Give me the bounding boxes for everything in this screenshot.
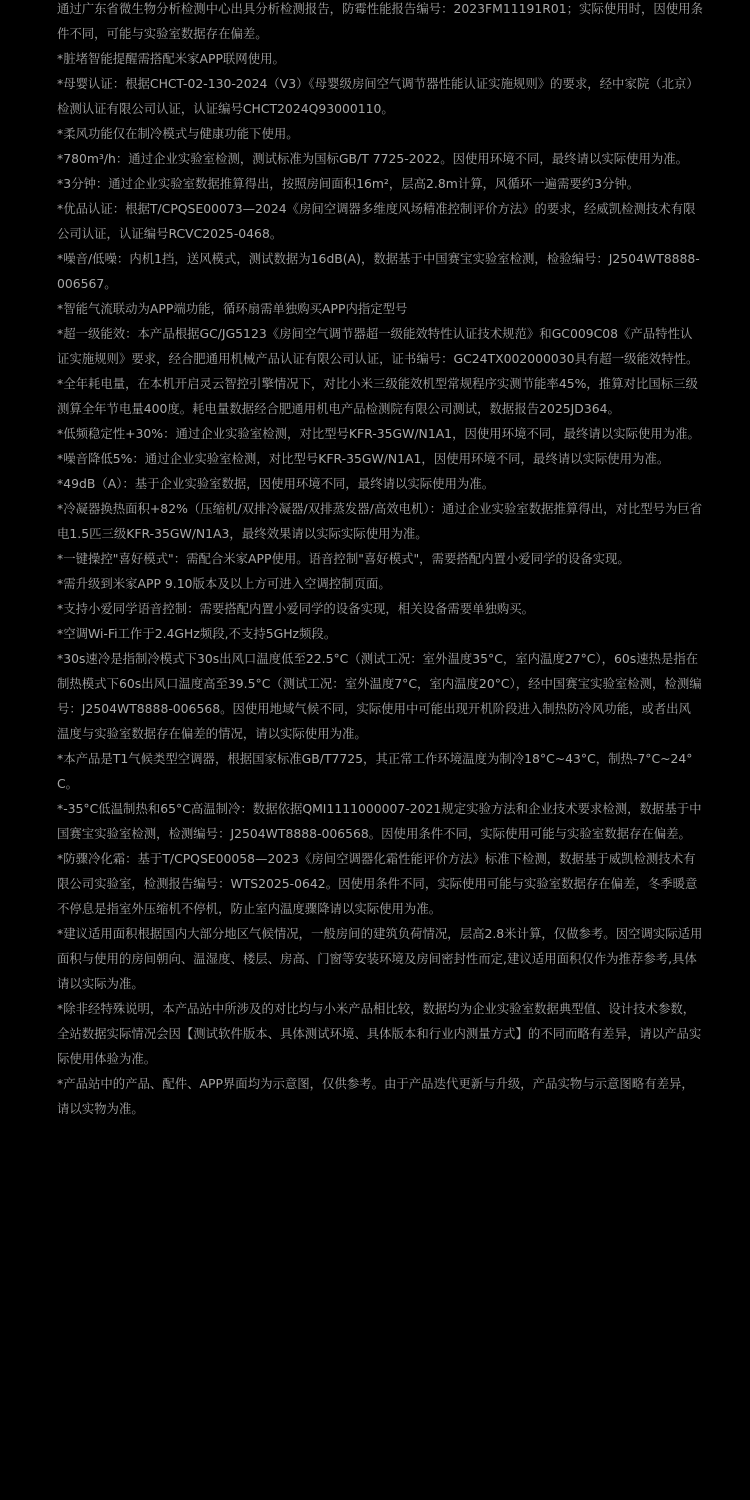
note-illustration-disclaimer: *产品站中的产品、配件、APP界面均为示意图，仅供参考。由于产品迭代更新与升级，产品实物与示意图略有差异，请以实物为准。	[57, 1076, 694, 1116]
note-extreme-temperature: *-35°C低温制热和65°C高温制冷：数据依据QMI1111000007-2021规定实验方法和企业技术要求检测，数据基于中国赛宝实验室检测，检测编号：J2504WT8888-006568。因使用条件不同，实际使用可能与实验室数据存在偏差。	[57, 801, 702, 841]
note-smart-airflow-linkage: *智能气流联动为APP端功能，循环扇需单独购买APP内指定型号	[57, 301, 408, 316]
note-condenser-area: *冷凝器换热面积+82%（压缩机/双排冷凝器/双排蒸发器/高效电机）：通过企业实验室数据推算得出，对比型号为巨省电1.5匹三级KFR-35GW/N1A3，最终效果请以实际实际使用为准。	[57, 501, 703, 541]
note-super-energy-efficiency: *超一级能效：本产品根据GC/JG5123《房间空气调节器超一级能效特性认证技术规范》和GC009C08《产品特性认证实施规则》要求，经合肥通用机械产品认证有限公司认证，证书编号：GC24TX002000030具有超一级能效特性。	[57, 326, 699, 366]
note-low-frequency-stability: *低频稳定性+30%：通过企业实验室检测，对比型号KFR-35GW/N1A1，因使用环境不同，最终请以实际使用为准。	[57, 426, 700, 441]
note-recommended-area: *建议适用面积根据国内大部分地区气候情况，一般房间的建筑负荷情况，层高2.8米计算，仅做参考。因空调实际适用面积与使用的房间朝向、温湿度、楼层、房高、门窗等安装环境及房间密封性而定,建议适用面积仅作为推荐参考,具体请以实际为准。	[57, 926, 703, 991]
note-voice-control: *支持小爱同学语音控制：需要搭配内置小爱同学的设备实现，相关设备需要单独购买。	[57, 601, 535, 616]
note-low-noise: *噪音/低噪：内机1挡，送风模式，测试数据为16dB(A)，数据基于中国赛宝实验室检测，检验编号：J2504WT8888-006567。	[57, 251, 700, 291]
note-defrost: *防骤冷化霜：基于T/CPQSE00058—2023《房间空调器化霜性能评价方法》标准下检测，数据基于威凯检测技术有限公司实验室，检测报告编号：WTS2025-0642。因使用条件不同，实际使用可能与实验室数据存在偏差，冬季暖意不停息是指室外压缩机不停机，防止室内温度骤降请以实际使用为准。	[57, 851, 698, 916]
note-maternal-certification: *母婴认证：根据CHCT-02-130-2024（V3）《母婴级房间空气调节器性能认证实施规则》的要求，经中家院（北京）检测认证有限公司认证，认证编号CHCT2024Q93000110。	[57, 76, 699, 116]
note-favorite-mode: *一键操控"喜好模式"：需配合米家APP使用。语音控制"喜好模式"，需要搭配内置小爱同学的设备实现。	[57, 551, 630, 566]
note-49db: *49dB（A）：基于企业实验室数据，因使用环境不同，最终请以实际使用为准。	[57, 476, 495, 491]
disclaimer-notes	[57, 0, 703, 1121]
note-t1-climate: *本产品是T1气候类型空调器，根据国家标准GB/T7725，其正常工作环境温度为制冷18°C~43°C，制热-7°C~24°C。	[57, 751, 693, 791]
note-fast-cooling-heating: *30s速冷是指制冷模式下30s出风口温度低至22.5°C（测试工况：室外温度35°C，室内温度27°C），60s速热是指在制热模式下60s出风口温度高至39.5°C（测试工况：室外温度7°C，室内温度20°C），经中国赛宝实验室检测，检测编号：J2504WT8888-006568。因使用地域气候不同，实际使用中可能出现开机阶段进入制热防冷风功能，或者出风温度与实验室数据存在偏差的情况，请以实际使用为准。	[57, 651, 702, 741]
note-antimold-report: 通过广东省微生物分析检测中心出具分析检测报告，防霉性能报告编号：2023FM11191R01；实际使用时，因使用条件不同，可能与实验室数据存在偏差。	[57, 1, 703, 41]
note-clog-reminder: *脏堵智能提醒需搭配米家APP联网使用。	[57, 51, 285, 66]
note-airflow-volume: *780m³/h：通过企业实验室检测，测试标准为国标GB/T 7725-2022。因使用环境不同，最终请以实际使用为准。	[57, 151, 689, 166]
note-wifi-band: *空调Wi-Fi工作于2.4GHz频段,不支持5GHz频段。	[57, 626, 337, 641]
note-quality-certification: *优品认证：根据T/CPQSE00073—2024《房间空调器多维度风场精准控制评价方法》的要求，经威凯检测技术有限公司认证，认证编号RCVC2025-0468。	[57, 201, 696, 241]
note-annual-power-consumption: *全年耗电量，在本机开启灵云智控引擎情况下，对比小米三级能效机型常规程序实测节能率45%，推算对比国标三级测算全年节电量400度。耗电量数据经合肥通用机电产品检测院有限公司测试，数据报告2025JD364。	[57, 376, 698, 416]
note-comparison-disclaimer: *除非经特殊说明，本产品站中所涉及的对比均与小米产品相比较，数据均为企业实验室数据典型值、设计技术参数，全站数据实际情况会因【测试软件版本、具体测试环境、具体版本和行业内测量方式】的不同而略有差异，请以产品实际使用体验为准。	[57, 1001, 702, 1066]
note-gentle-breeze: *柔风功能仅在制冷模式与健康功能下使用。	[57, 126, 299, 141]
note-app-version: *需升级到米家APP 9.10版本及以上方可进入空调控制页面。	[57, 576, 391, 591]
note-three-minutes: *3分钟：通过企业实验室数据推算得出，按照房间面积16m²，层高2.8m计算，风循环一遍需要约3分钟。	[57, 176, 640, 191]
note-noise-reduction: *噪音降低5%：通过企业实验室检测，对比型号KFR-35GW/N1A1，因使用环境不同，最终请以实际使用为准。	[57, 451, 670, 466]
